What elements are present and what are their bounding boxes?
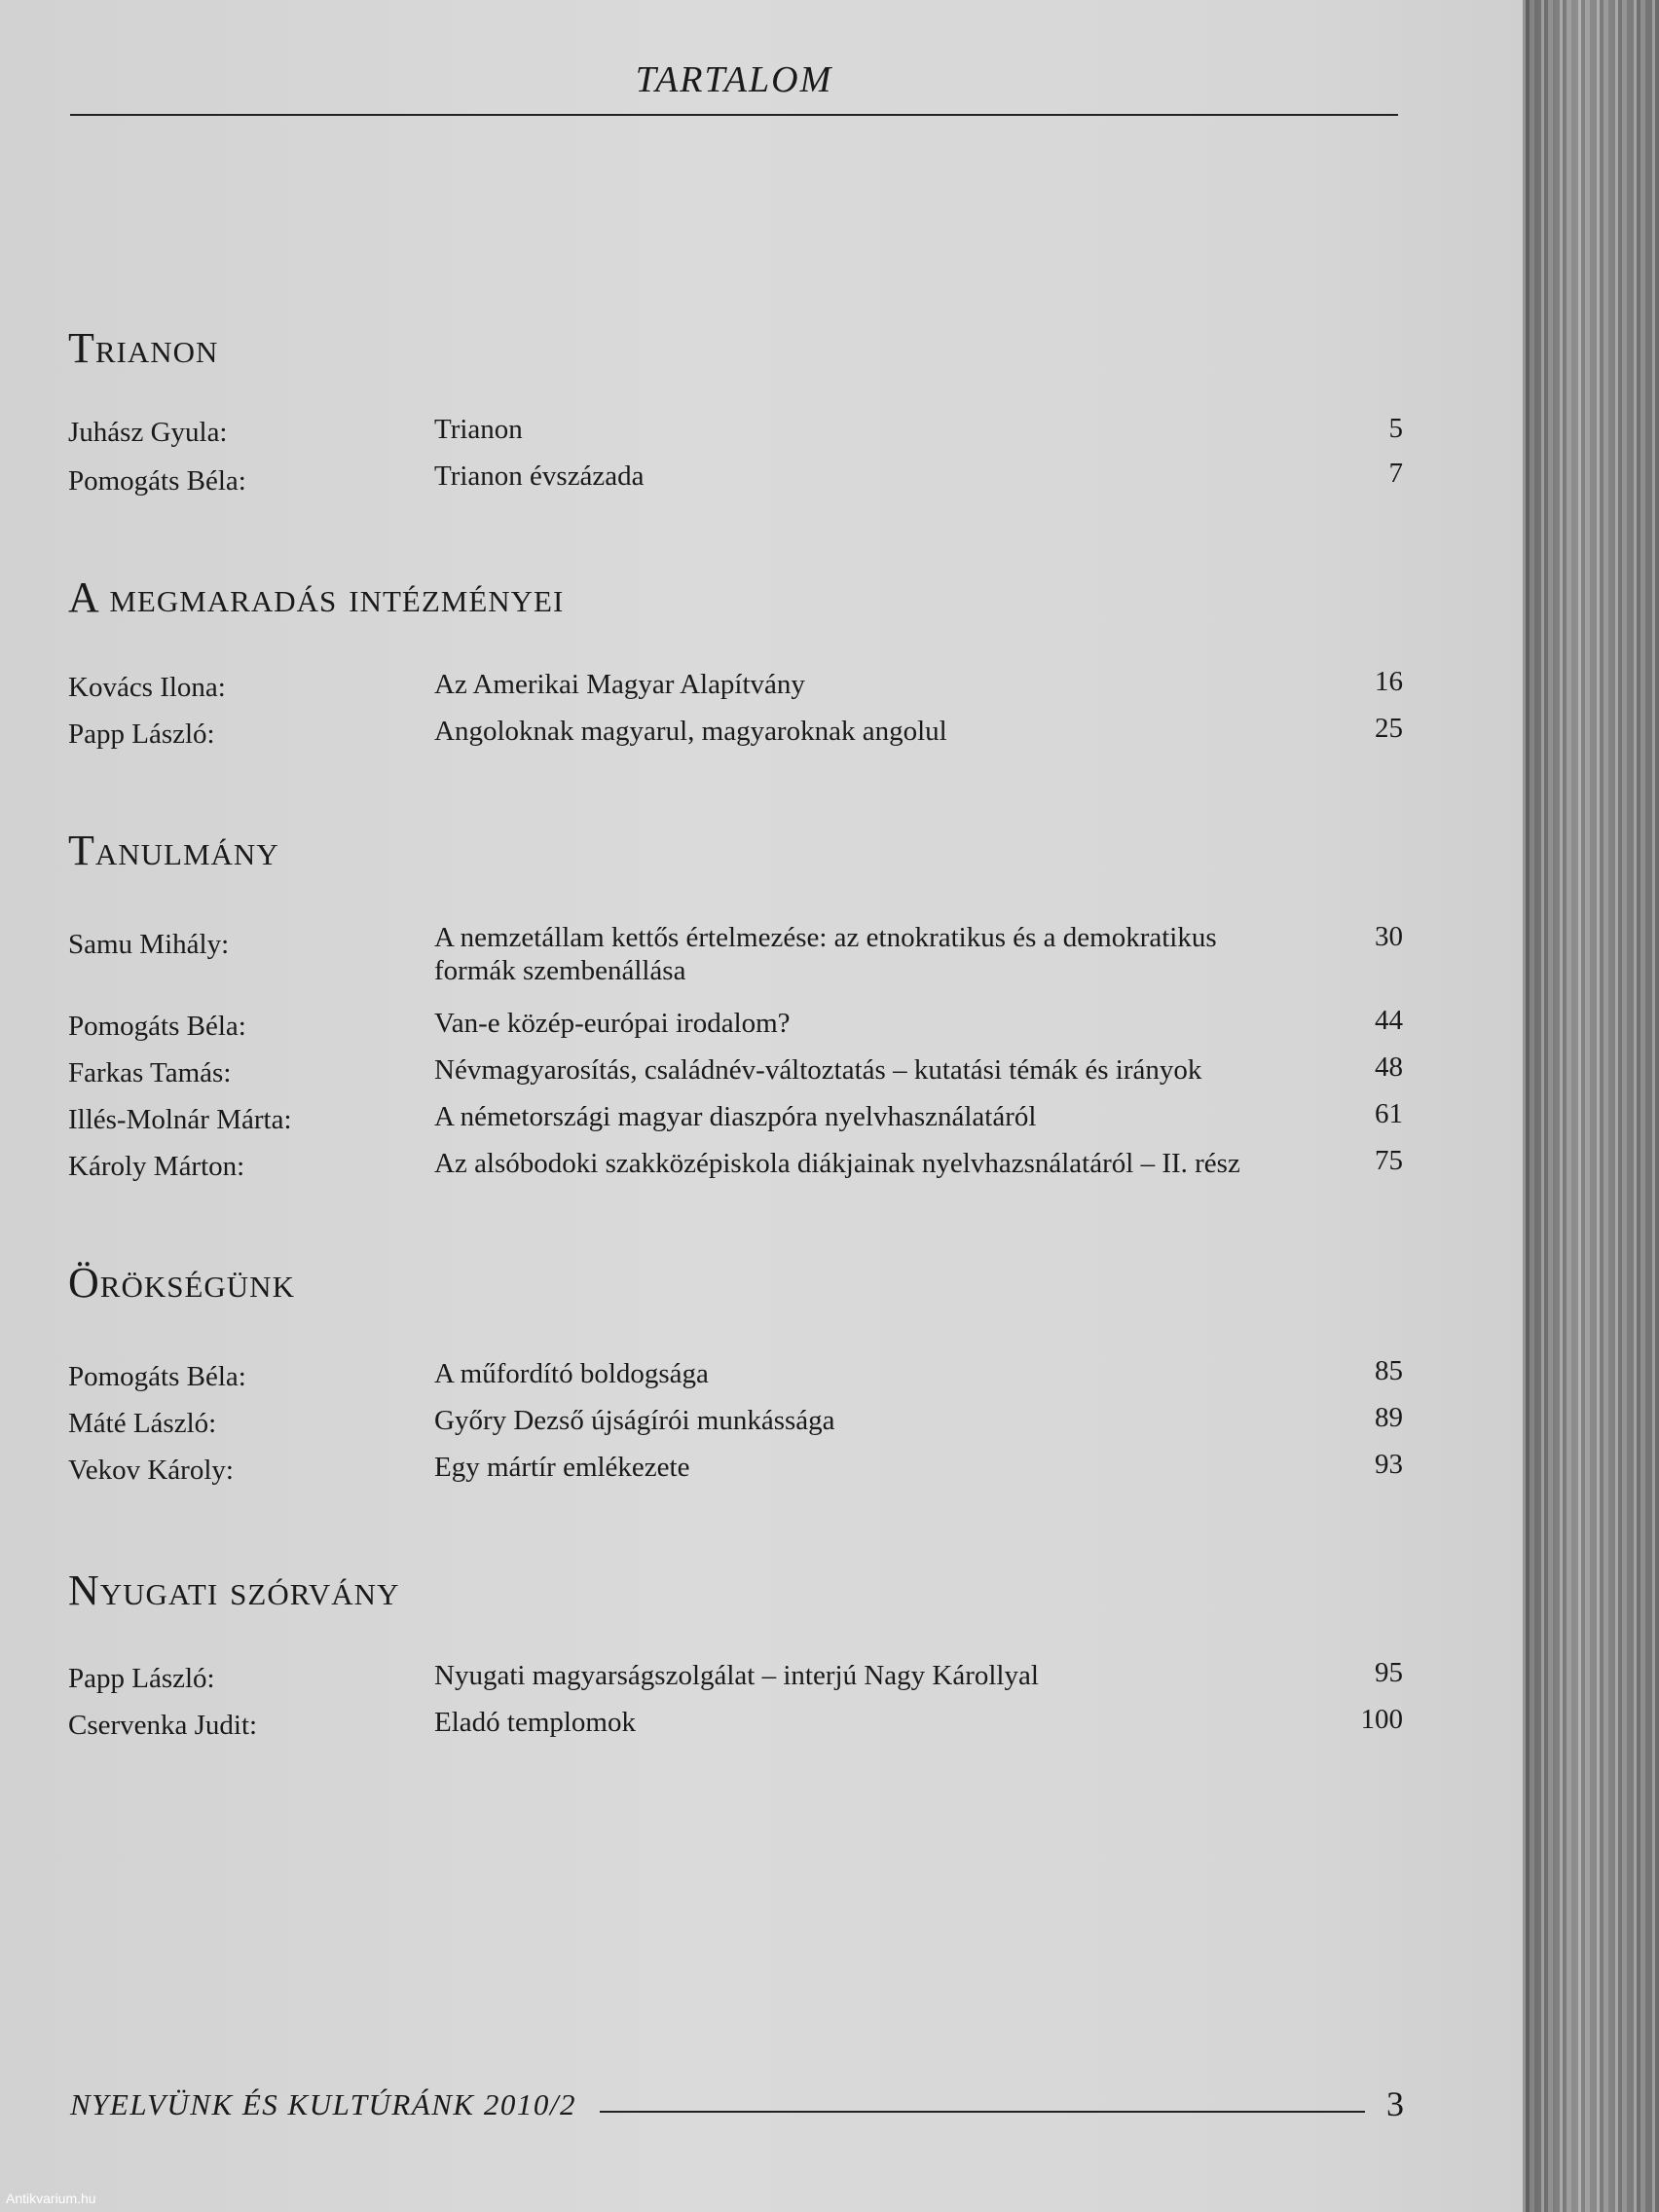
entry-page: 7 [1388, 458, 1403, 489]
footer-page-number: 3 [1386, 2084, 1404, 2123]
entry-title: Van-e közép-európai irodalom? [434, 1008, 791, 1039]
entry-page: 30 [1375, 921, 1403, 952]
entry-author: Máté László: [68, 1408, 217, 1439]
entry-page: 16 [1375, 666, 1403, 697]
entry-author: Károly Márton: [68, 1151, 245, 1182]
section-title: Trianon [68, 324, 219, 372]
entry-page: 61 [1375, 1098, 1403, 1129]
entry-page: 85 [1375, 1355, 1403, 1386]
section-title: A megmaradás intézményei [68, 573, 565, 621]
entry-title: Trianon évszázada [434, 461, 645, 492]
entry-author: Papp László: [68, 1663, 215, 1694]
entry-author: Cservenka Judit: [68, 1710, 258, 1741]
entry-author: Pomogáts Béla: [68, 1011, 246, 1042]
entry-title: A nemzetállam kettős értelmezése: az etnokratikus és a demokratikus formák szembenállása [434, 922, 1217, 986]
entry-page: 48 [1375, 1051, 1403, 1083]
entry-title: Eladó templomok [434, 1707, 636, 1738]
section-title: Tanulmány [68, 827, 279, 874]
entry-page: 100 [1360, 1704, 1403, 1735]
entry-title: Trianon [434, 414, 523, 445]
watermark: Antikvarium.hu [6, 2191, 96, 2206]
entry-author: Juhász Gyula: [68, 417, 228, 448]
entry-title: Győry Dezső újságírói munkássága [434, 1405, 835, 1436]
entry-title: A műfordító boldogsága [434, 1358, 709, 1389]
entry-author: Pomogáts Béla: [68, 1361, 246, 1392]
section-title: Nyugati szórvány [68, 1567, 400, 1614]
entry-author: Pomogáts Béla: [68, 465, 246, 497]
entry-page: 44 [1375, 1005, 1403, 1036]
entry-title: Angoloknak magyarul, magyaroknak angolul [434, 716, 947, 747]
footer-journal-title: NYELVÜNK ÉS KULTÚRÁNK 2010/2 [70, 2087, 576, 2121]
entry-author: Papp László: [68, 719, 215, 750]
entry-page: 89 [1375, 1402, 1403, 1433]
entry-author: Vekov Károly: [68, 1455, 234, 1486]
footer-rule [600, 2111, 1365, 2113]
entry-page: 93 [1375, 1449, 1403, 1480]
entry-author: Farkas Tamás: [68, 1057, 232, 1088]
entry-title: Egy mártír emlékezete [434, 1452, 690, 1483]
entry-title: Nyugati magyarságszolgálat – interjú Nagy Károllyal [434, 1660, 1039, 1691]
page-header-title: TARTALOM [635, 59, 833, 100]
entry-page: 25 [1375, 713, 1403, 744]
header-rule [70, 114, 1398, 116]
entry-page: 95 [1375, 1657, 1403, 1688]
section-title: Örökségünk [68, 1259, 295, 1307]
entry-author: Samu Mihály: [68, 929, 230, 960]
entry-author: Kovács Ilona: [68, 672, 226, 703]
entry-author: Illés-Molnár Márta: [68, 1104, 292, 1135]
entry-title: Az alsóbodoki szakközépiskola diákjainak nyelvhazsnálatáról – II. rész [434, 1148, 1240, 1179]
entry-page: 5 [1388, 413, 1403, 444]
entry-title: Névmagyarosítás, családnév-változtatás – kutatási témák és irányok [434, 1054, 1202, 1086]
entry-title: Az Amerikai Magyar Alapítvány [434, 669, 805, 700]
entry-page: 75 [1375, 1145, 1403, 1176]
entry-title: A németországi magyar diaszpóra nyelvhasználatáról [434, 1101, 1037, 1132]
wooden-background [1523, 0, 1659, 2212]
